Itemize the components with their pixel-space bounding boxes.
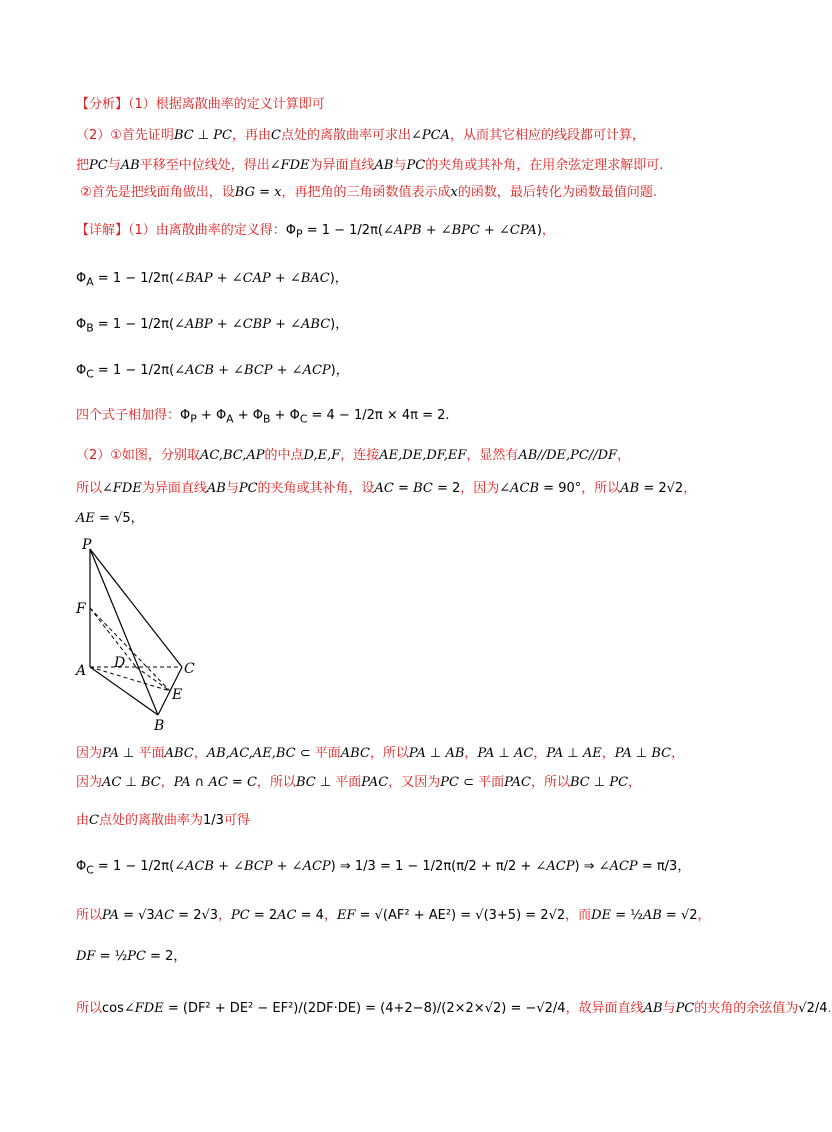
label-b: B (154, 718, 165, 734)
line-1: 【分析】（1）根据离散曲率的定义计算即可 (76, 97, 325, 112)
line-9: 四个式子相加得：$\Phi_P + \Phi_A + \Phi_B + \Phi_C = 4 - 1/2\pi \times 4\pi = 2$. (76, 408, 450, 426)
line-16: $\Phi_C = 1$ − 1/2π(∠ACB + ∠BCP + ∠ACP) ⇒ 1/3 = 1 − 1/2π(π/2 + π/2 + ∠ACP) ⇒ ∠ACP = π/3， (76, 859, 691, 877)
line-12: AE = √5， (76, 511, 144, 526)
segment-fd (90, 608, 136, 667)
line-8: $\Phi_C = 1$ − 1/2π(∠ACB + ∠BCP + ∠ACP)， (76, 363, 349, 381)
line-19: 所以cos∠FDE = (DF² + DE² − EF²)/(2DF·DE) = (4+2−8)/(2×2×√2) = −√2/4，故异面直线AB与PC的夹角的余弦值为√2/4. (76, 1001, 832, 1016)
line-4: ②首先是把线面角做出，设BG = x，再把角的三角函数值表示成x的函数，最后转化为函数最值问题. (76, 185, 657, 200)
segment-de (136, 667, 170, 691)
line-17: 所以PA = √3AC = 2√3，PC = 2AC = 4，EF = √(AF² + AE²) = √(3+5) = 2√2，而DE = ½AB = √2， (76, 908, 711, 923)
detail-tag: 【详解】 (76, 223, 129, 238)
line-2: （2）①首先证明BC ⊥ PC，再由C点处的离散曲率可求出∠PCA，从而其它相应的线段都可计算， (76, 128, 645, 143)
line-15: 由C点处的离散曲率为1/3可得 (76, 813, 250, 828)
line-13: 因为PA ⊥ 平面ABC，AB,AC,AE,BC ⊂ 平面ABC，所以PA ⊥ AB，PA ⊥ AC，PA ⊥ AE，PA ⊥ BC， (76, 746, 685, 761)
label-f: F (76, 601, 86, 617)
pyramid-figure (74, 537, 204, 733)
label-d: D (114, 655, 126, 671)
segment-fe (90, 608, 170, 691)
line-11: 所以∠FDE为异面直线AB与PC的夹角或其补角，设AC = BC = 2，因为∠ACB = 90°，所以AB = 2√2， (76, 481, 697, 496)
line-6: $\Phi_A = 1$ − 1/2π(∠BAP + ∠CAP + ∠BAC)， (76, 271, 348, 289)
line-7: $\Phi_B = 1$ − 1/2π(∠ABP + ∠CBP + ∠ABC)， (76, 317, 349, 335)
label-p: P (82, 537, 92, 553)
line-3: 把PC与AB平移至中位线处，得出∠FDE为异面直线AB与PC的夹角或其补角，在用余弦定理求解即可. (76, 158, 664, 173)
label-c: C (184, 661, 195, 677)
pyramid-svg (74, 537, 204, 733)
line-18: DF = ½PC = 2， (76, 949, 187, 964)
line-10: （2）①如图，分别取AC,BC,AP的中点D,E,F，连接AE,DE,DF,EF，显然有AB//DE,PC//DF， (76, 448, 631, 463)
label-a: A (76, 663, 87, 679)
analysis-tag: 【分析】 (76, 97, 129, 112)
line-5: 【详解】（1）由离散曲率的定义得：$\Phi_P = 1$ − 1/2π(∠APB + ∠BPC + ∠CPA)， (76, 223, 555, 241)
edge-pb (90, 549, 158, 715)
line-14: 因为AC ⊥ BC，PA ∩ AC = C，所以BC ⊥ 平面PAC，又因为PC ⊂ 平面PAC，所以BC ⊥ PC， (76, 775, 642, 790)
edge-pc (90, 549, 182, 667)
label-e: E (172, 687, 183, 703)
